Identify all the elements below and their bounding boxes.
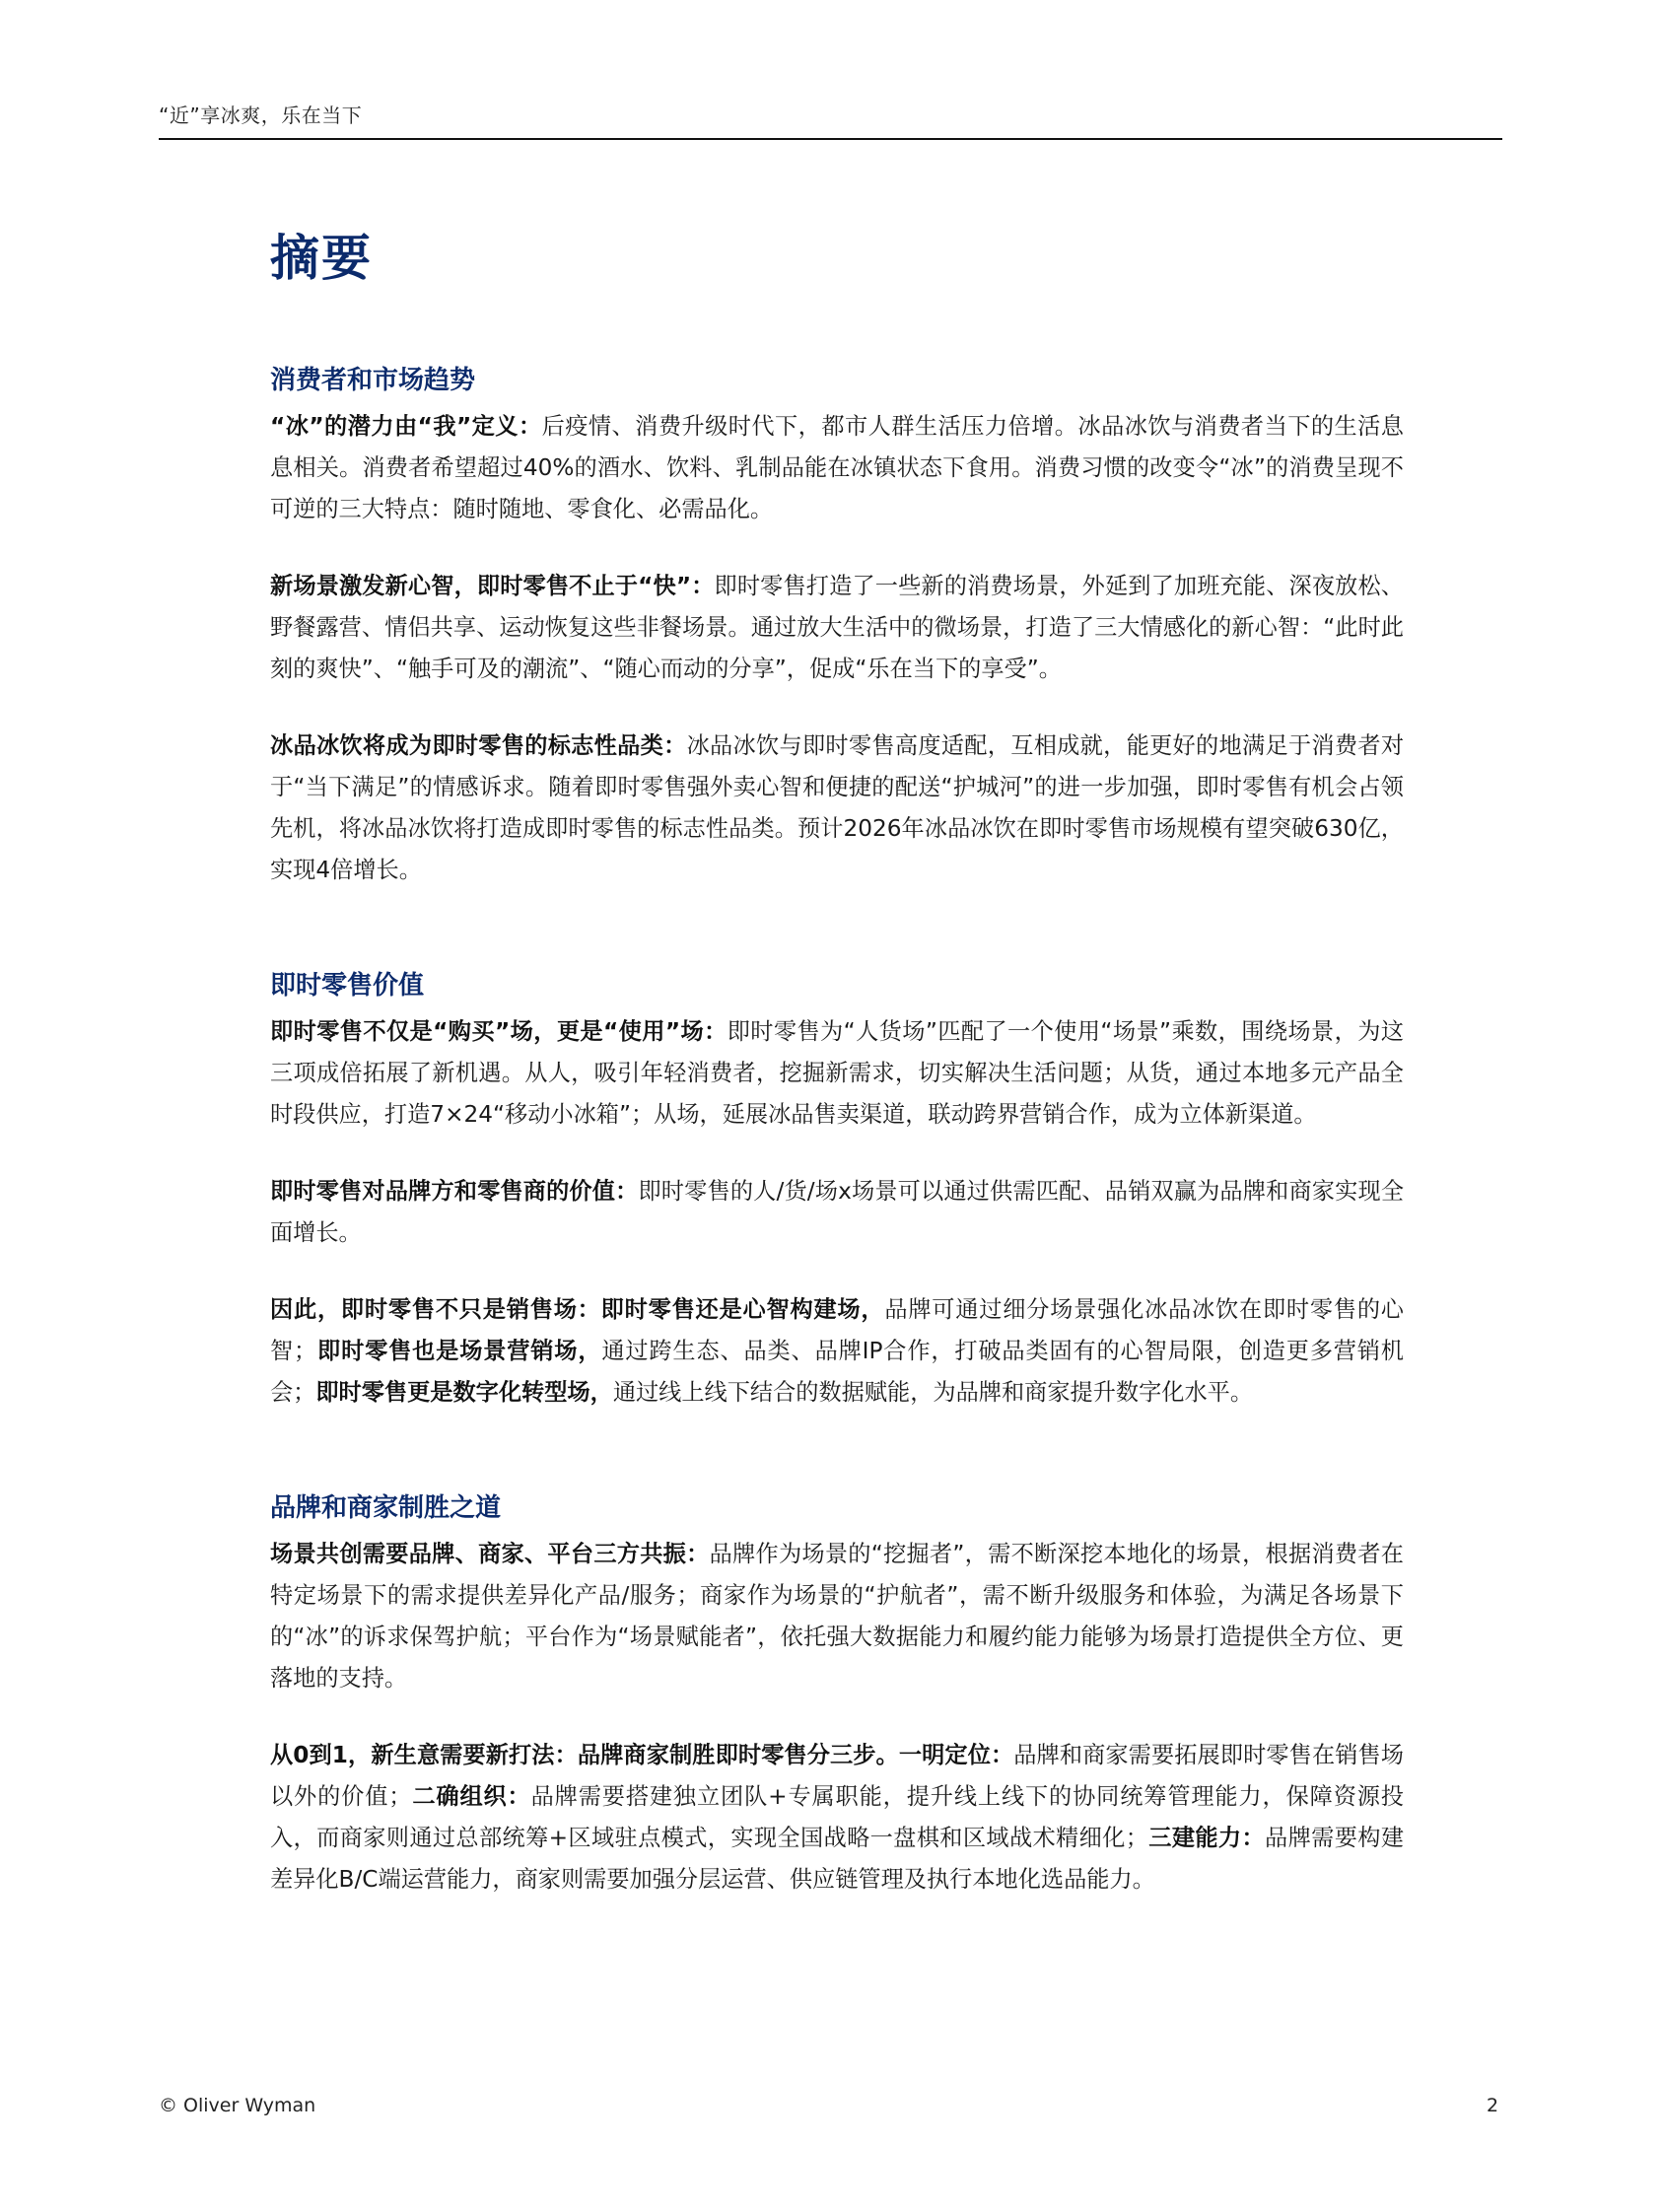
paragraph-text: 品牌需要搭建独立团队+专属职能，提升线上线下的协同统筹管理能力，保障资源投入，而商家则通过总部统筹+区域驻点模式，实现全国战略一盘棋和区域战术精细化； <box>270 1783 1404 1851</box>
paragraph-lead: 场景共创需要品牌、商家、平台三方共振： <box>270 1541 710 1567</box>
paragraph-text: 即时零售打造了一些新的消费场景，外延到了加班充能、深夜放松、野餐露营、情侣共享、运动恢复这些非餐场景。通过放大生活中的微场景，打造了三大情感化的新心智：“此时此刻的爽快”、“触手可及的潮流”、“随心而动的分享”，促成“乐在当下的享受”。 <box>270 573 1404 682</box>
paragraph-emphasis: 三建能力： <box>1147 1825 1266 1851</box>
paragraph-emphasis: 即时零售更是数字化转型场， <box>315 1379 613 1406</box>
paragraph <box>270 406 1404 530</box>
paragraph <box>270 1289 1404 1414</box>
paragraph <box>270 1171 1404 1254</box>
paragraph-lead: 从0到1，新生意需要新打法：品牌商家制胜即时零售分三步。一明定位： <box>270 1742 1014 1768</box>
page-number: 2 <box>1487 2095 1499 2116</box>
paragraph-text: 品牌可通过细分场景强化冰品冰饮在即时零售的心智； <box>270 1296 1404 1364</box>
section-heading: 消费者和市场趋势 <box>270 366 476 395</box>
section-instant-retail-value <box>270 968 1404 1414</box>
section-heading: 品牌和商家制胜之道 <box>270 1493 502 1523</box>
paragraph-text: 通过跨生态、品类、品牌IP合作，打破品类固有的心智局限，创造更多营销机会； <box>270 1338 1404 1406</box>
header-divider <box>159 138 1502 140</box>
paragraph-lead: 即时零售对品牌方和零售商的价值： <box>270 1178 639 1205</box>
paragraph-text: 即时零售的人/货/场x场景可以通过供需匹配、品销双赢为品牌和商家实现全面增长。 <box>270 1178 1405 1246</box>
paragraph <box>270 1011 1404 1136</box>
page-title: 摘要 <box>270 230 373 287</box>
footer-copyright: © Oliver Wyman <box>159 2095 316 2116</box>
paragraph-text: 品牌作为场景的“挖掘者”，需不断深挖本地化的场景，根据消费者在特定场景下的需求提供差异化产品/服务；商家作为场景的“护航者”，需不断升级服务和体验，为满足各场景下的“冰”的诉求保驾护航；平台作为“场景赋能者”，依托强大数据能力和履约能力能够为场景打造提供全方位、更落地的支持。 <box>270 1541 1404 1692</box>
paragraph <box>270 726 1404 891</box>
paragraph-lead: 因此，即时零售不只是销售场：即时零售还是心智构建场， <box>270 1296 885 1323</box>
paragraph-text: 冰品冰饮与即时零售高度适配，互相成就，能更好的地满足于消费者对于“当下满足”的情感诉求。随着即时零售强外卖心智和便捷的配送“护城河”的进一步加强，即时零售有机会占领先机，将冰品冰饮将打造成即时零售的标志性品类。预计2026年冰品冰饮在即时零售市场规模有望突破630亿，实现4倍增长。 <box>270 732 1405 883</box>
paragraph <box>270 1735 1404 1901</box>
paragraph-lead: 新场景激发新心智，即时零售不止于“快”： <box>270 573 715 599</box>
paragraph-lead: 即时零售不仅是“购买”场，更是“使用”场： <box>270 1018 728 1045</box>
paragraph-lead: “冰”的潜力由“我”定义： <box>270 413 542 440</box>
paragraph-lead: 冰品冰饮将成为即时零售的标志性品类： <box>270 732 687 759</box>
main-content <box>270 363 1404 1977</box>
section-consumer-market-trends <box>270 363 1404 891</box>
header-title: “近”享冰爽，乐在当下 <box>159 104 363 127</box>
paragraph-text: 品牌需要构建差异化B/C端运营能力，商家则需要加强分层运营、供应链管理及执行本地化选品能力。 <box>270 1825 1405 1893</box>
paragraph <box>270 1534 1404 1699</box>
paragraph-emphasis: 二确组织： <box>411 1783 531 1810</box>
paragraph-text: 即时零售为“人货场”匹配了一个使用“场景”乘数，围绕场景，为这三项成倍拓展了新机遇。从人，吸引年轻消费者，挖掘新需求，切实解决生活问题；从货，通过本地多元产品全时段供应，打造7×24“移动小冰箱”；从场，延展冰品售卖渠道，联动跨界营销合作，成为立体新渠道。 <box>270 1018 1404 1128</box>
paragraph-emphasis: 即时零售也是场景营销场， <box>316 1338 602 1364</box>
paragraph-text: 后疫情、消费升级时代下，都市人群生活压力倍增。冰品冰饮与消费者当下的生活息息相关。消费者希望超过40%的酒水、饮料、乳制品能在冰镇状态下食用。消费习惯的改变令“冰”的消费呈现不可逆的三大特点：随时随地、零食化、必需品化。 <box>270 413 1404 522</box>
section-heading: 即时零售价值 <box>270 971 425 1001</box>
section-winning-strategy <box>270 1490 1404 1901</box>
paragraph-text: 通过线上线下结合的数据赋能，为品牌和商家提升数字化水平。 <box>612 1379 1254 1406</box>
paragraph-text: 品牌和商家需要拓展即时零售在销售场以外的价值； <box>270 1742 1404 1810</box>
paragraph <box>270 566 1404 690</box>
